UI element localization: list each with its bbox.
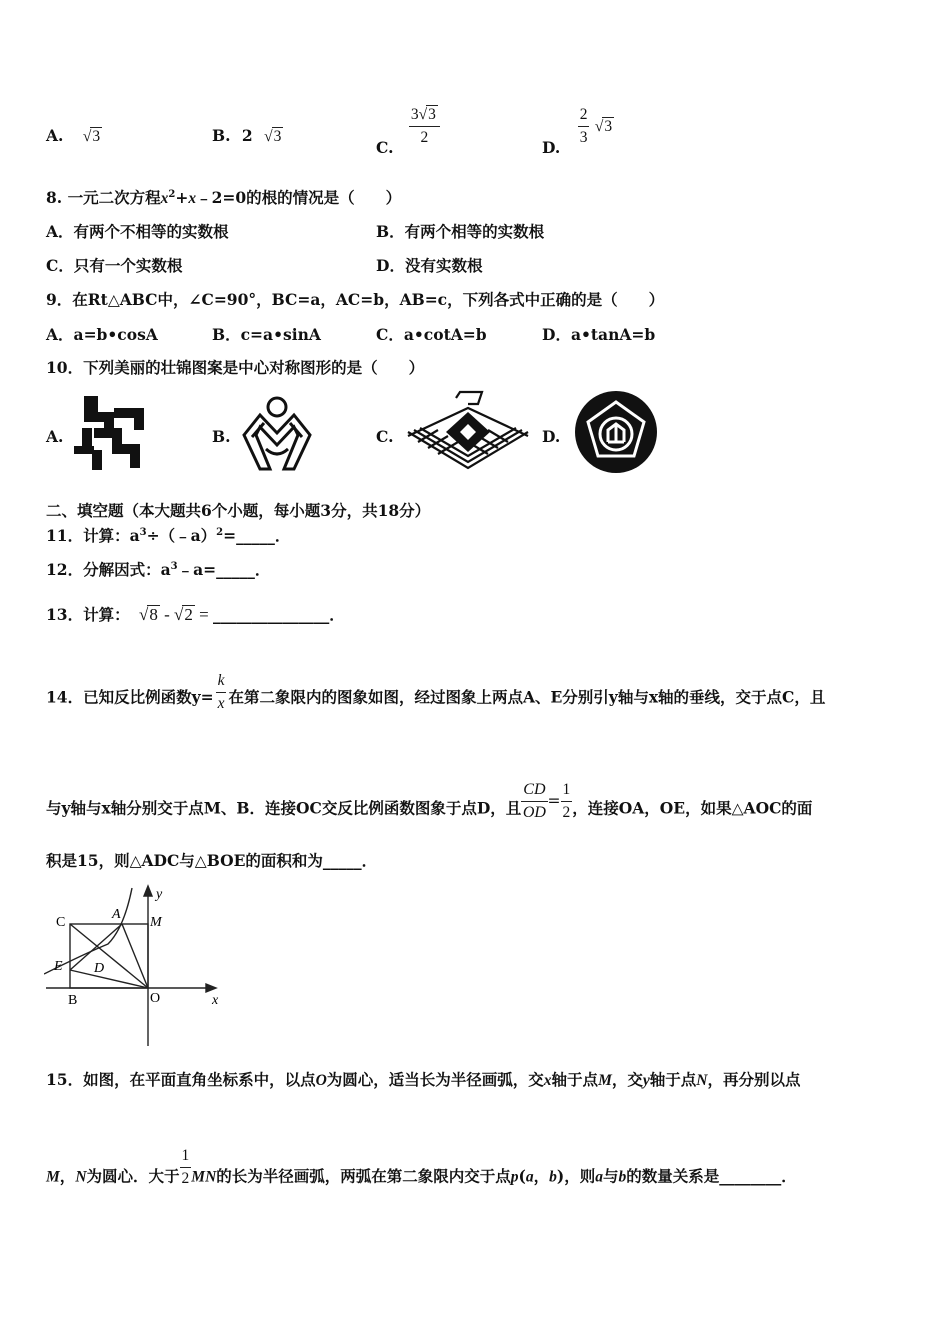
fraction: $\frac{3√3}{2}$ (409, 104, 440, 149)
label-y: y (156, 887, 163, 902)
var-m: M (46, 1168, 60, 1186)
denominator: 3 (579, 129, 588, 146)
var-b: b (618, 1168, 627, 1186)
exponent: 3 (139, 526, 147, 538)
sqrt-expression: √8 - √2 = (138, 605, 213, 624)
numerator: CD (521, 779, 547, 802)
var-x: x (160, 190, 169, 207)
option-label: C. (376, 137, 394, 157)
sqrt-expression: √3 (82, 128, 101, 145)
q14-line3: 积是15，则△ADC与△BOE的面积和为_____． (46, 851, 378, 870)
var-b: b (549, 1168, 557, 1186)
radicand: 3 (604, 117, 613, 135)
q14-figure (44, 884, 226, 1048)
text: ( (518, 1166, 526, 1186)
radicand: 3 (92, 128, 101, 145)
label-b: B (68, 993, 78, 1008)
q9-option-b[interactable]: B．c=a•sinA (212, 325, 321, 344)
text: ，连接OA，OE，如果△AOC的面 (572, 798, 813, 818)
q8-option-b[interactable]: B．有两个相等的实数根 (376, 222, 545, 241)
coefficient: 2 (241, 126, 253, 145)
q15-line1 (46, 1068, 801, 1090)
pattern-a-image[interactable] (74, 394, 152, 472)
q8-option-c[interactable]: C．只有一个实数根 (46, 256, 183, 275)
text: 的长为半径画弧，两弧在第二象限内交于点 (216, 1166, 511, 1186)
var-x: x (543, 1072, 552, 1089)
q10-option-d-label[interactable]: D. (542, 427, 561, 446)
segment-oa (122, 924, 148, 988)
q9-option-a[interactable]: A．a=b•cosA (46, 325, 158, 344)
stem-text: 一元二次方程 (67, 188, 161, 207)
fraction-cd-od (521, 779, 547, 824)
denominator: 2 (562, 804, 571, 821)
text: 为圆心，适当长为半径画弧，交 (326, 1070, 544, 1089)
denominator: 2 (181, 1170, 190, 1187)
question-number: 8. (46, 188, 63, 207)
text: ， (59, 1166, 76, 1186)
q7-option-c[interactable] (376, 104, 440, 157)
text: 14．已知反比例函数y= (46, 687, 214, 707)
radicand: 3 (273, 128, 282, 145)
pattern-b-image[interactable] (238, 393, 316, 473)
minus: - (159, 605, 174, 624)
text: 为圆心．大于 (86, 1166, 180, 1186)
text: 与y轴与x轴分别交于点M、B．连接OC交反比例函数图象于点D，且 (46, 798, 522, 818)
text: 12．分解因式：a (46, 560, 171, 579)
var-x: x (188, 190, 197, 207)
denominator: OD (522, 804, 546, 821)
x-axis-arrow (206, 984, 216, 992)
var-mn: MN (191, 1168, 217, 1186)
var-o: O (315, 1072, 327, 1089)
exponent: 2 (216, 526, 224, 538)
var-y: y (642, 1072, 650, 1089)
label-d: D (94, 961, 105, 976)
text: ﹣a=_____． (177, 560, 271, 579)
q14-line1 (46, 672, 826, 721)
numerator: 2 (578, 104, 590, 127)
q8-stem (46, 186, 401, 208)
q13 (46, 603, 345, 625)
text: 与 (602, 1166, 619, 1186)
text: 13．计算： (46, 605, 130, 624)
var-a: a (595, 1168, 603, 1186)
q7-option-b[interactable] (212, 126, 283, 146)
text: ，交 (611, 1070, 643, 1089)
q10-option-c-label[interactable]: C. (376, 427, 394, 446)
fraction-k-over-x (216, 670, 227, 715)
fraction-one-half (180, 1145, 192, 1190)
plus: + (175, 188, 189, 207)
fraction (578, 104, 590, 149)
numerator-coef: 3 (410, 106, 419, 123)
q8-option-a[interactable]: A．有两个不相等的实数根 (46, 222, 229, 241)
text: ， (533, 1166, 550, 1186)
exponent: 2 (168, 188, 176, 200)
text: 11．计算：a (46, 526, 140, 545)
q9-stem: 9．在Rt△ABC中，∠C=90°，BC=a，AC=b，AB=c，下列各式中正确的是（ ） (46, 290, 665, 309)
text: ÷（﹣a） (146, 526, 217, 545)
label-x: x (212, 993, 219, 1008)
label-e: E (54, 959, 63, 974)
var-n: N (696, 1072, 708, 1089)
q14-line2 (46, 781, 813, 832)
q10-option-a-label[interactable]: A. (46, 427, 64, 446)
sqrt-expression: √3 (594, 117, 613, 135)
text: 在第二象限内的图象如图，经过图象上两点A、E分别引y轴与x轴的垂线，交于点C，且 (228, 687, 826, 707)
section-title: 二、填空题（本大题共6个小题，每小题3分，共18分） (46, 501, 431, 520)
label-m: M (150, 915, 162, 930)
numerator: k (216, 670, 227, 693)
q7-option-a[interactable] (46, 126, 102, 146)
y-axis-arrow (144, 886, 152, 896)
q9-option-d[interactable]: D．a•tanA=b (542, 325, 656, 344)
text: 轴于点 (551, 1070, 599, 1089)
numerator: 1 (561, 779, 573, 802)
label-o: O (150, 991, 161, 1006)
var-p: p (510, 1168, 519, 1186)
fraction-one-half (561, 779, 573, 824)
option-label: D. (542, 137, 561, 157)
exponent: 3 (170, 560, 178, 572)
label-a: A (112, 907, 121, 922)
q9-option-c[interactable]: C．a•cotA=b (376, 325, 487, 344)
q12 (46, 558, 270, 580)
numerator: 1 (180, 1145, 192, 1168)
text: 的数量关系是________． (626, 1166, 797, 1186)
q8-option-d[interactable]: D．没有实数根 (376, 256, 483, 275)
var-a: a (525, 1168, 534, 1186)
option-label: B. (212, 126, 231, 145)
text: =_____． (223, 526, 291, 545)
var-m: M (598, 1072, 612, 1089)
radicand: 2 (184, 605, 193, 624)
q10-option-b-label[interactable]: B. (212, 427, 231, 446)
q11 (46, 524, 290, 546)
pattern-c-image[interactable] (404, 390, 532, 472)
var-n: N (75, 1168, 87, 1186)
text: 15．如图，在平面直角坐标系中，以点 (46, 1070, 316, 1089)
text: 轴于点 (649, 1070, 697, 1089)
text: ，再分别以点 (707, 1070, 801, 1089)
option-label: A. (46, 126, 64, 145)
denominator: 2 (420, 129, 429, 146)
stem-text: ﹣2=0的根的情况是（ ） (196, 188, 402, 207)
text: )，则 (556, 1166, 596, 1186)
pattern-d-image[interactable] (574, 390, 658, 474)
denominator: x (217, 695, 225, 712)
sqrt-expression: √3 (264, 128, 282, 145)
q15-line2 (46, 1147, 797, 1200)
answer-blank[interactable]: _______________． (212, 605, 345, 624)
radicand: 3 (428, 106, 436, 123)
q7-option-d[interactable] (542, 104, 614, 157)
equals: = (194, 605, 213, 624)
q10-stem: 10．下列美丽的壮锦图案是中心对称图形的是（ ） (46, 358, 425, 377)
equals: = (547, 791, 561, 810)
label-c: C (56, 915, 66, 930)
radicand: 8 (149, 605, 158, 624)
